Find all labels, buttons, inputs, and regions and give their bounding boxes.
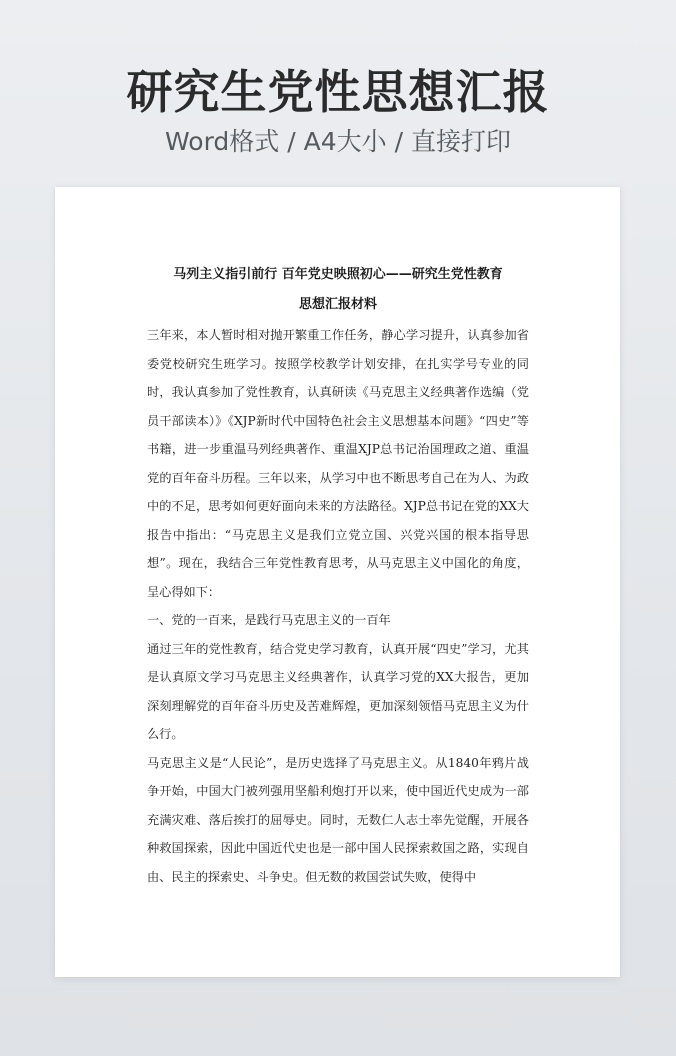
- section-paragraph-2: 马克思主义是“人民论”，是历史选择了马克思主义。从1840年鸦片战争开始，中国大门被列强用坚船利炮打开以来，使中国近代史成为一部充满灾难、落后挨打的屈辱史。同时，无数仁人志士率先觉醒，开展各种救国探索，因此中国近代史也是一部中国人民探索救国之路，实现自由、民主的探索史、斗争史。但无数的救国尝试失败，使得中: [147, 755, 529, 884]
- document-body: [147, 261, 529, 891]
- document-page: [55, 187, 620, 977]
- section-paragraph-1: 通过三年的党性教育，结合党史学习教育，认真开展“四史”学习，尤其是认真原文学习马克思主义经典著作，认真学习党的XX大报告，更加深刻理解党的百年奋斗历史及苦难辉煌，更加深刻领悟马克思主义为什么行。: [147, 641, 529, 741]
- page-header: [0, 62, 676, 160]
- document-title-line-2: 思想汇报材料: [298, 297, 377, 312]
- intro-paragraph: 三年来，本人暂时相对抛开繁重工作任务，静心学习提升，认真参加省委党校研究生班学习。按照学校教学计划安排，在扎实学号专业的同时，我认真参加了党性教育，认真研读《马克思主义经典著作选编（党员干部读本）》《XJP新时代中国特色社会主义思想基本问题》“四史”等书籍，进一步重温马列经典著作、重温XJP总书记治国理政之道、重温党的百年奋斗历程。三年以来，从学习中也不断思考自己在为人、为政中的不足，思考如何更好面向未来的方法路径。XJP总书记在党的XX大报告中指出：“马克思主义是我们立党立国、兴党兴国的根本指导思想”。现在，我结合三年党性教育思考，从马克思主义中国化的角度，呈心得如下：: [147, 328, 529, 599]
- page-subtitle: Word格式 / A4大小 / 直接打印: [165, 127, 511, 156]
- page-title: 研究生党性思想汇报: [126, 65, 550, 119]
- document-title-line-1: 马列主义指引前行 百年党史映照初心——研究生党性教育: [173, 267, 503, 282]
- section-heading: 一、党的一百来，是践行马克思主义的一百年: [147, 613, 391, 627]
